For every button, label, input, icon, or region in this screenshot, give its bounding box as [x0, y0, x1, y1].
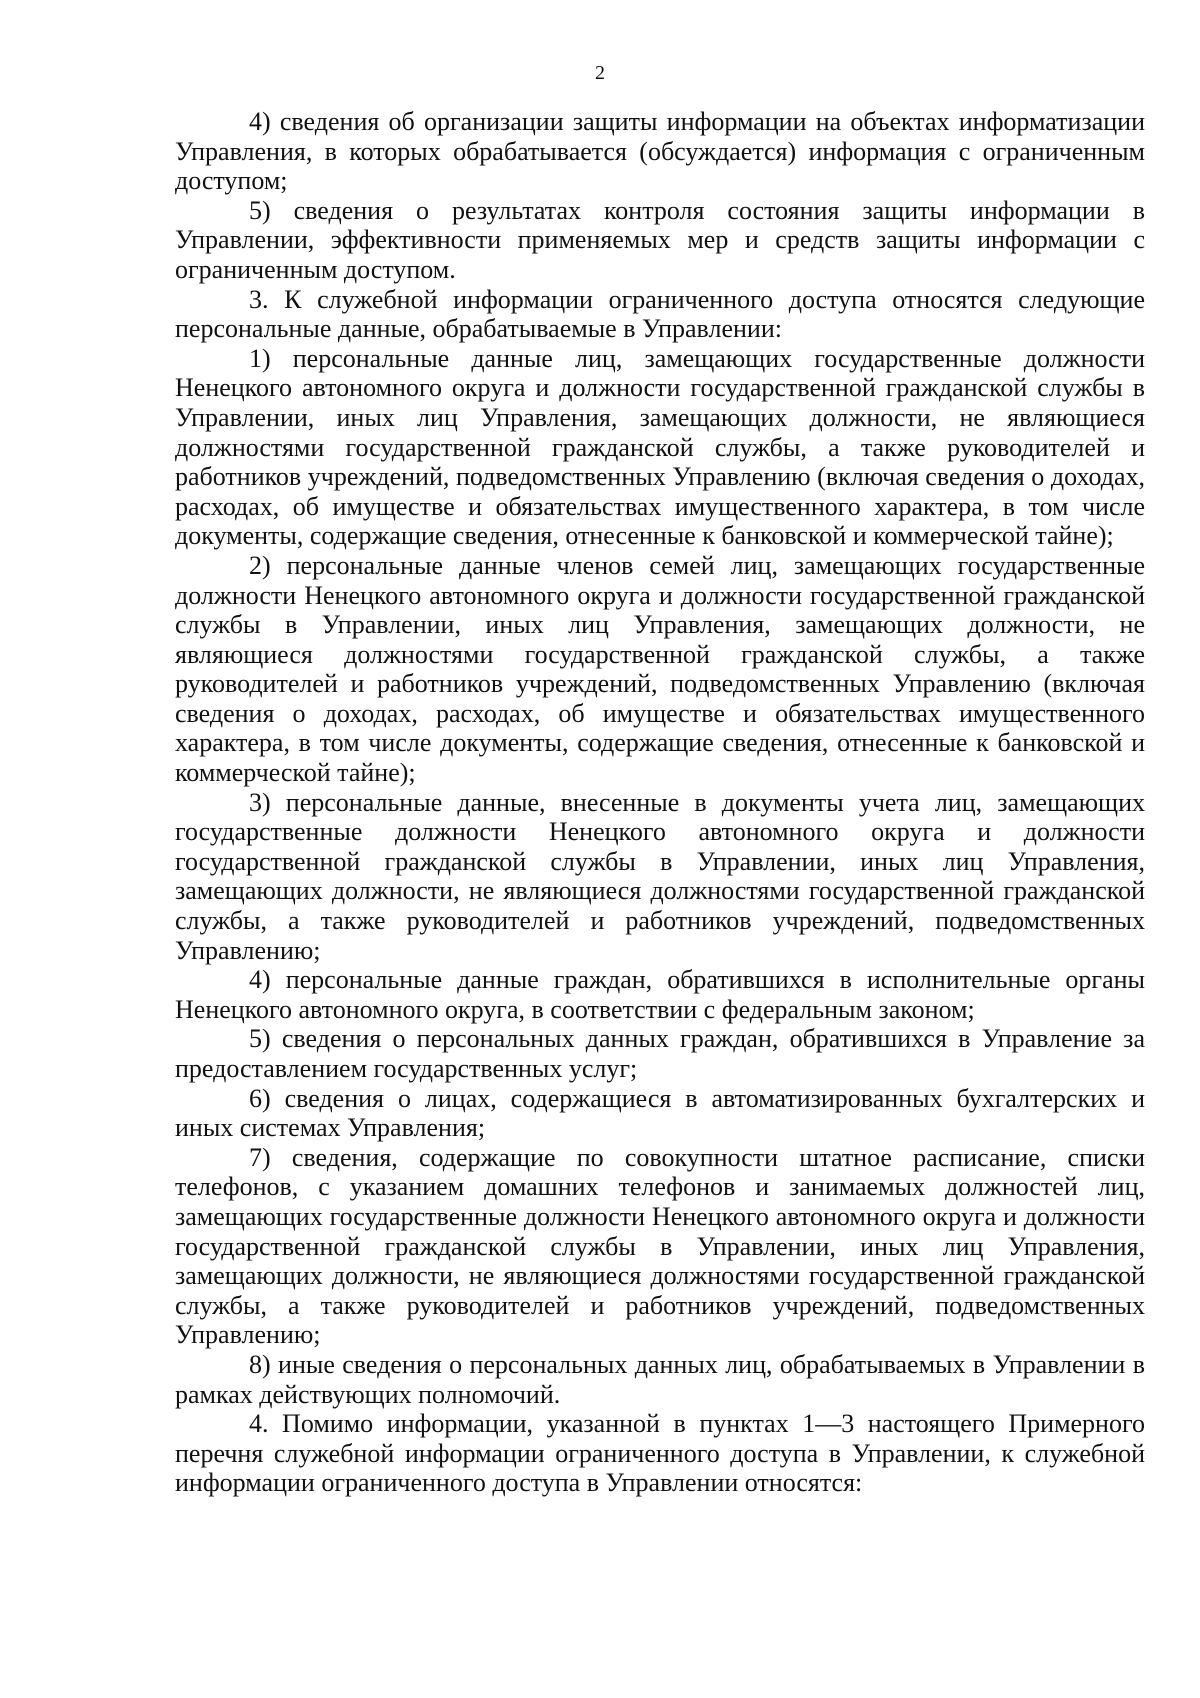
paragraph-item-5-state-services: 5) сведения о персональных данных граждан, обратившихся в Управление за предоставлением государственных услуг;: [175, 1024, 1145, 1083]
paragraph-item-2-family-personal-data: 2) персональные данные членов семей лиц, замещающих государственные должности Ненецкого автономного округа и должности государственной гражданской службы в Управлении, иных лиц Управления, замещающих должности, не являющиеся должностями государственной гражданской службы, а также руководителей и работников учреждений, подведомственных Управлению (включая сведения о доходах, расходах, об имуществе и обязательствах имущественного характера, в том числе документы, содержащие сведения, отнесенные к банковской и коммерческой тайне);: [175, 550, 1145, 788]
paragraph-item-6-accounting-systems: 6) сведения о лицах, содержащиеся в автоматизированных бухгалтерских и иных системах Управления;: [175, 1083, 1145, 1143]
paragraph-item-1-personal-data: 1) персональные данные лиц, замещающих государственные должности Ненецкого автономного округа и должности государственной гражданской службы в Управлении, иных лиц Управления, замещающих должности, не являющиеся должностями государственной гражданской службы, а также руководителей и работников учреждений, подведомственных Управлению (включая сведения о доходах, расходах, об имуществе и обязательствах имущественного характера, в том числе документы, содержащие сведения, отнесенные к банковской и коммерческой тайне);: [175, 343, 1145, 551]
paragraph-item-4-protection-organization: 4) сведения об организации защиты информации на объектах информатизации Управления, в которых обрабатывается (обсуждается) информация с ограниченным доступом;: [175, 107, 1145, 196]
paragraph-section-4: 4. Помимо информации, указанной в пунктах 1—3 настоящего Примерного перечня служебной информации ограниченного доступа в Управлении, к служебной информации ограниченного доступа в Управлении относятся:: [175, 1409, 1145, 1498]
paragraph-item-3-accounting-documents: 3) персональные данные, внесенные в документы учета лиц, замещающих государственные должности Ненецкого автономного округа и должности государственной гражданской службы в Управлении, иных лиц Управления, замещающих должности, не являющиеся должностями государственной гражданской службы, а также руководителей и работников учреждений, подведомственных Управлению;: [175, 787, 1145, 965]
document-body: [175, 107, 1145, 1498]
paragraph-section-3: 3. К служебной информации ограниченного доступа относятся следующие персональные данные, обрабатываемые в Управлении:: [175, 284, 1145, 344]
paragraph-item-8-other-data: 8) иные сведения о персональных данных лиц, обрабатываемых в Управлении в рамках действующих полномочий.: [175, 1349, 1145, 1409]
page-number: 2: [595, 62, 605, 84]
paragraph-item-4-citizens-appeals: 4) персональные данные граждан, обратившихся в исполнительные органы Ненецкого автономного округа, в соответствии с федеральным законом;: [175, 965, 1145, 1024]
paragraph-item-5-protection-control: 5) сведения о результатах контроля состояния защиты информации в Управлении, эффективности применяемых мер и средств защиты информации с ограниченным доступом.: [175, 195, 1145, 284]
paragraph-item-7-staff-schedule: 7) сведения, содержащие по совокупности штатное расписание, списки телефонов, с указанием домашних телефонов и занимаемых должностей лиц, замещающих государственные должности Ненецкого автономного округа и должности государственной гражданской службы в Управлении, иных лиц Управления, замещающих должности, не являющиеся должностями государственной гражданской службы, а также руководителей и работников учреждений, подведомственных Управлению;: [175, 1142, 1145, 1350]
